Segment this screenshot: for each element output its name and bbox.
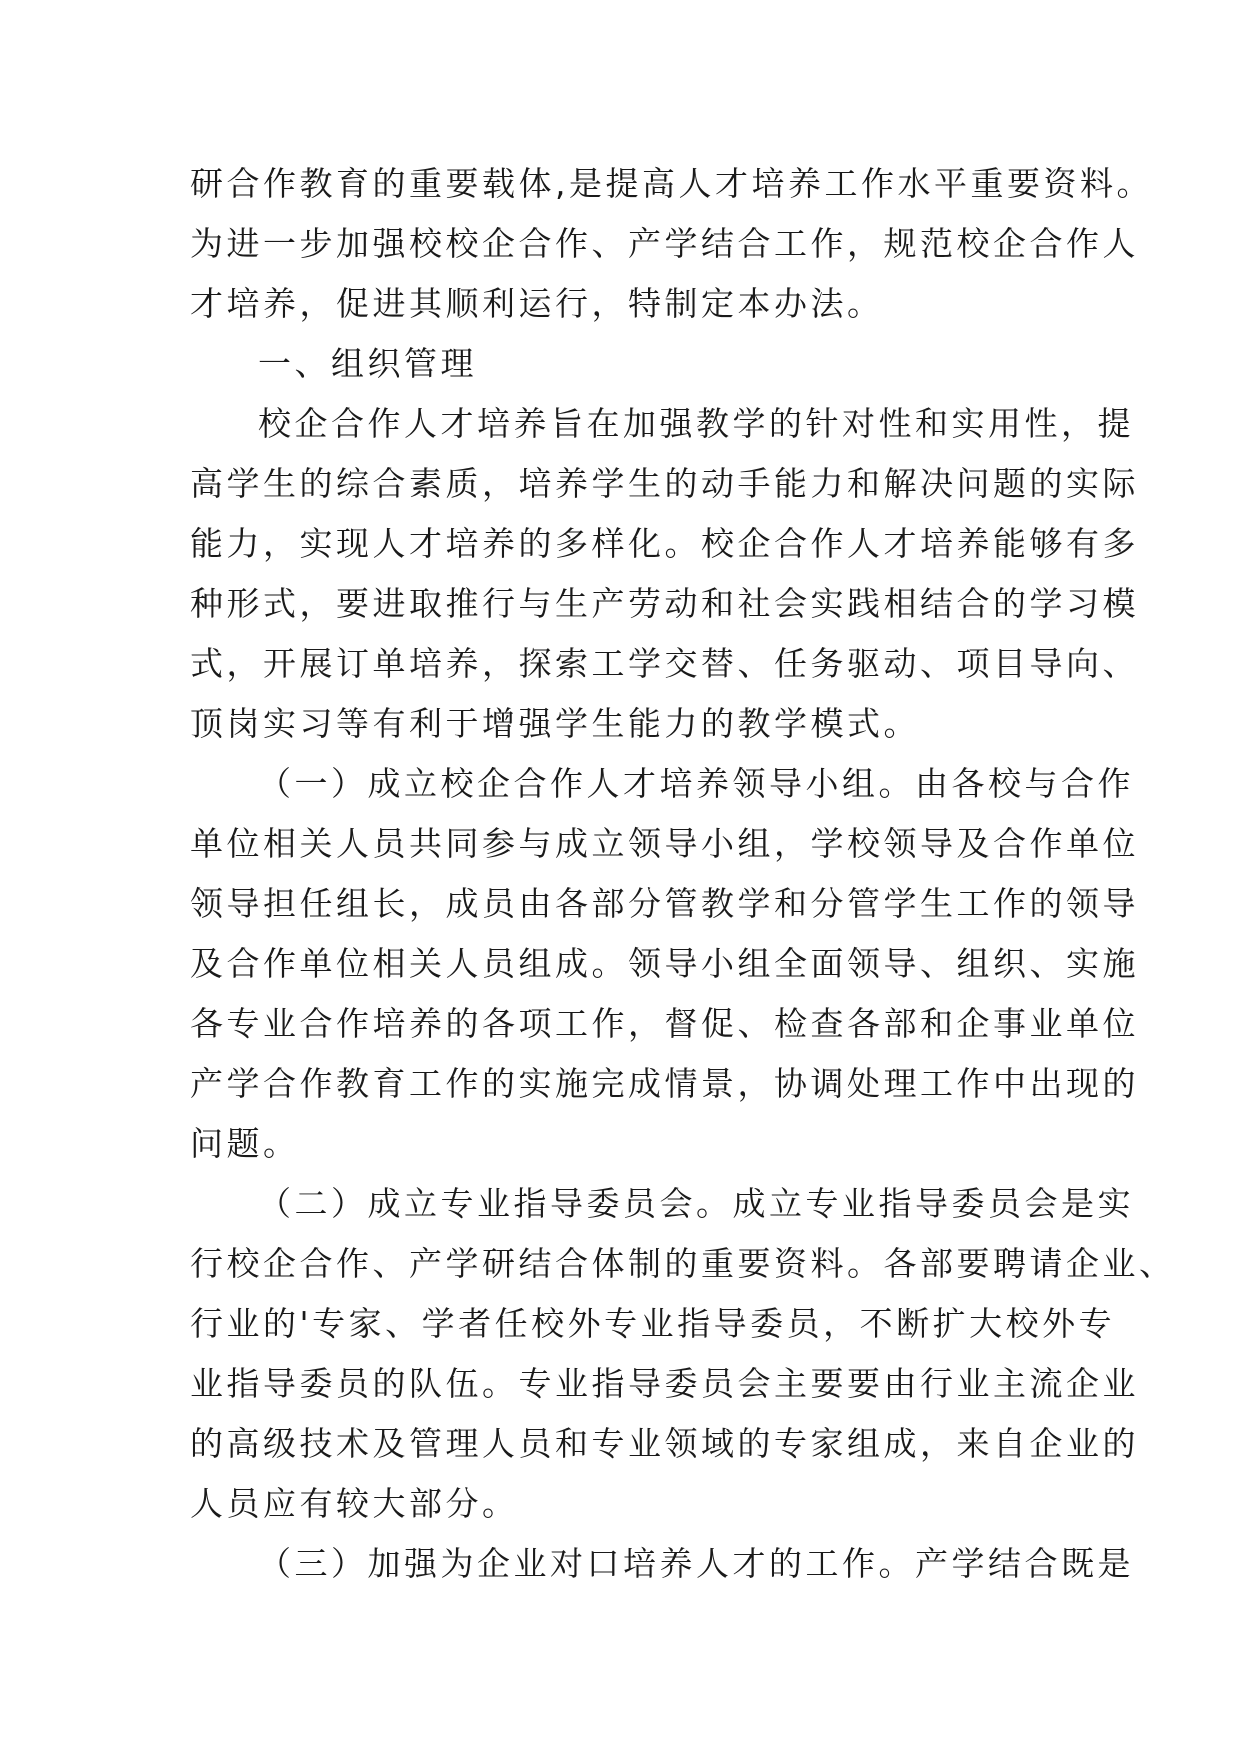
text-line: 各专业合作培养的各项工作，督促、检查各部和企事业单位 bbox=[190, 1004, 1139, 1043]
text-line: 单位相关人员共同参与成立领导小组，学校领导及合作单位 bbox=[190, 824, 1139, 863]
text-line: 行业的'专家、学者任校外专业指导委员，不断扩大校外专 bbox=[190, 1304, 1116, 1343]
text-line: 研合作教育的重要载体,是提高人才培养工作水平重要资料。 bbox=[190, 164, 1153, 203]
text-line: （一）成立校企合作人才培养领导小组。由各校与合作 bbox=[258, 764, 1134, 803]
text-line: （三）加强为企业对口培养人才的工作。产学结合既是 bbox=[258, 1544, 1134, 1583]
text-line: 的高级技术及管理人员和专业领域的专家组成，来自企业的 bbox=[190, 1424, 1139, 1463]
text-line: 及合作单位相关人员组成。领导小组全面领导、组织、实施 bbox=[190, 944, 1139, 983]
text-line: 问题。 bbox=[190, 1124, 300, 1163]
text-line: 行校企合作、产学研结合体制的重要资料。各部要聘请企业、 bbox=[190, 1244, 1176, 1283]
text-line: 式，开展订单培养，探索工学交替、任务驱动、项目导向、 bbox=[190, 644, 1139, 683]
section-heading: 一、组织管理 bbox=[258, 344, 477, 383]
text-line: 高学生的综合素质，培养学生的动手能力和解决问题的实际 bbox=[190, 464, 1139, 503]
text-line: 为进一步加强校校企合作、产学结合工作，规范校企合作人 bbox=[190, 224, 1139, 263]
text-line: 领导担任组长，成员由各部分管教学和分管学生工作的领导 bbox=[190, 884, 1139, 923]
text-line: 顶岗实习等有利于增强学生能力的教学模式。 bbox=[190, 704, 920, 743]
text-line: 校企合作人才培养旨在加强教学的针对性和实用性，提 bbox=[258, 404, 1134, 443]
text-line: 才培养，促进其顺利运行，特制定本办法。 bbox=[190, 284, 884, 323]
text-line: 能力，实现人才培养的多样化。校企合作人才培养能够有多 bbox=[190, 524, 1139, 563]
text-line: 业指导委员的队伍。专业指导委员会主要要由行业主流企业 bbox=[190, 1364, 1139, 1403]
text-line: （二）成立专业指导委员会。成立专业指导委员会是实 bbox=[258, 1184, 1134, 1223]
text-line: 种形式，要进取推行与生产劳动和社会实践相结合的学习模 bbox=[190, 584, 1139, 623]
text-line: 产学合作教育工作的实施完成情景，协调处理工作中出现的 bbox=[190, 1064, 1139, 1103]
text-line: 人员应有较大部分。 bbox=[190, 1484, 519, 1523]
